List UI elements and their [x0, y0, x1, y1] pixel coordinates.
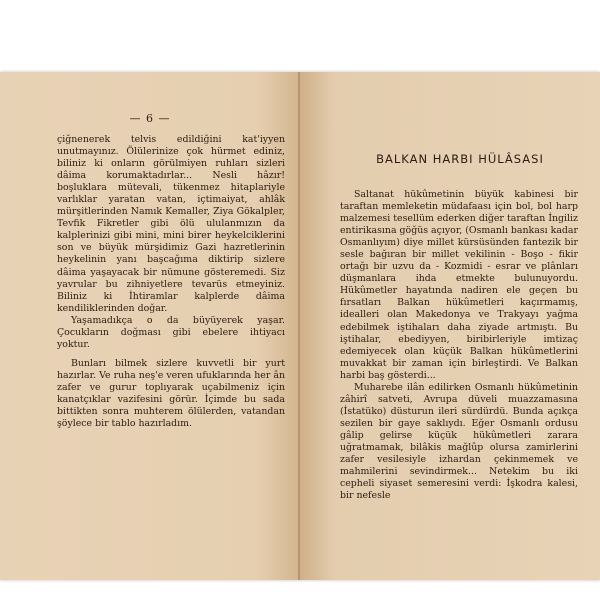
paragraph: çiğnenerek telvis edildiğini kat'iyyen unutmayınız. Ölülerinize çok hürmet ediniz, biliniz ki onların görülmiyen ruhları sizleri dâima korumaktadırlar... Nesli hâzır! boşluklara mütevali, tükenmez hitaplariyle varlıklar yaratan vatan, içtimaiyat, ahlâk mürşitlerinden Namık Kemaller, Ziya Gökalpler, Tevfik Fikretler gibi ölü ululanmızın da kalplerinizi gibi mini, mini birer heykelciklerini son ve büyük mürşidimiz Gazi hazretlerinin heykelinin yanı başcağıma diktirip sizlere dâima yaşayacak bir nümune gösteremedi. Siz yavrular bu zihniyetlere tevarüs etmeyiniz. Biliniz ki İhtiramlar kalplerde dâima kendiliklerinden doğar.	[57, 134, 285, 314]
paragraph: Saltanat hükûmetinin büyük kabinesi bir taraftan memleketin müdafaası için bol, bol harp malzemesi tesellüm ederken diğer taraftan İngiliz entirikasına göğüs açıyor, (Osmanlı bankası kadar Osmanlıyım) diye millet kürsüsünden fantezik bir sesle bağıran bir millet vekilinin - Boşo - fikir ortağı bir uzvu da - Kozmidi - esrar ve plânları düşmanlara ihda etmekte bulunuyordu. Hükûmetler hayatında nadiren ele geçen bu fırsatları Balkan hükûmetleri kaçırmamış, idealleri olan Makedonya ve Trakyayı yağma edebilmek iştihaları daha ziyade artmıştı. Bu iştihalar, ebediyyen, biribirleriyle imtizaç edemiyecek olan küçük Balkan hükûmetlerini muvakkat bir zaman için birleştirdi. Ve Balkan harbi baş gösterdi...	[340, 189, 578, 381]
paragraph: Muharebe ilân edilirken Osmanlı hükûmetinin zâhirî satveti, Avrupa düveli muazzamasına (İstatüko) düsturun ileri sürdürdü. Bunda açıkça sezilen bir gaye saklıydı. Eğer Osmanlı ordusu gâlip gelirse küçük hükûmetleri zarara uğratmamak, bilâkis mağlûp olursa zamirlerini zafer vesilesiyle izhardan çekinmemek ve mahmilerini sevindirmek... Netekim bu iki cepheli siyaset semeresini verdi: İşkodra kalesi, bir nefesle	[340, 381, 578, 502]
left-page	[0, 72, 300, 580]
chapter-title: BALKAN HARBI HÜLÂSASI	[376, 152, 544, 166]
right-page-text	[340, 189, 578, 502]
paragraph: Bunları bilmek sizlere kuvvetli bir yurt hazırlar. Ve ruha neş'e veren ufuklarında her ân zafer ve gurur toplıyarak uçabilmeniz için kanatçıklar vazifesini görür. İçimde bu sada bittikten sonra muhterem ölülerden, vatandan şöylece bir tablo hazırladım.	[57, 357, 285, 430]
page-number: — 6 —	[129, 112, 171, 125]
open-book	[0, 72, 600, 580]
right-page	[300, 72, 600, 580]
paragraph: Yaşamadıkça o da büyüyerek yaşar. Çocukların doğması gibi ebelere ihtiyacı yoktur.	[57, 314, 285, 350]
left-page-text	[57, 134, 285, 430]
